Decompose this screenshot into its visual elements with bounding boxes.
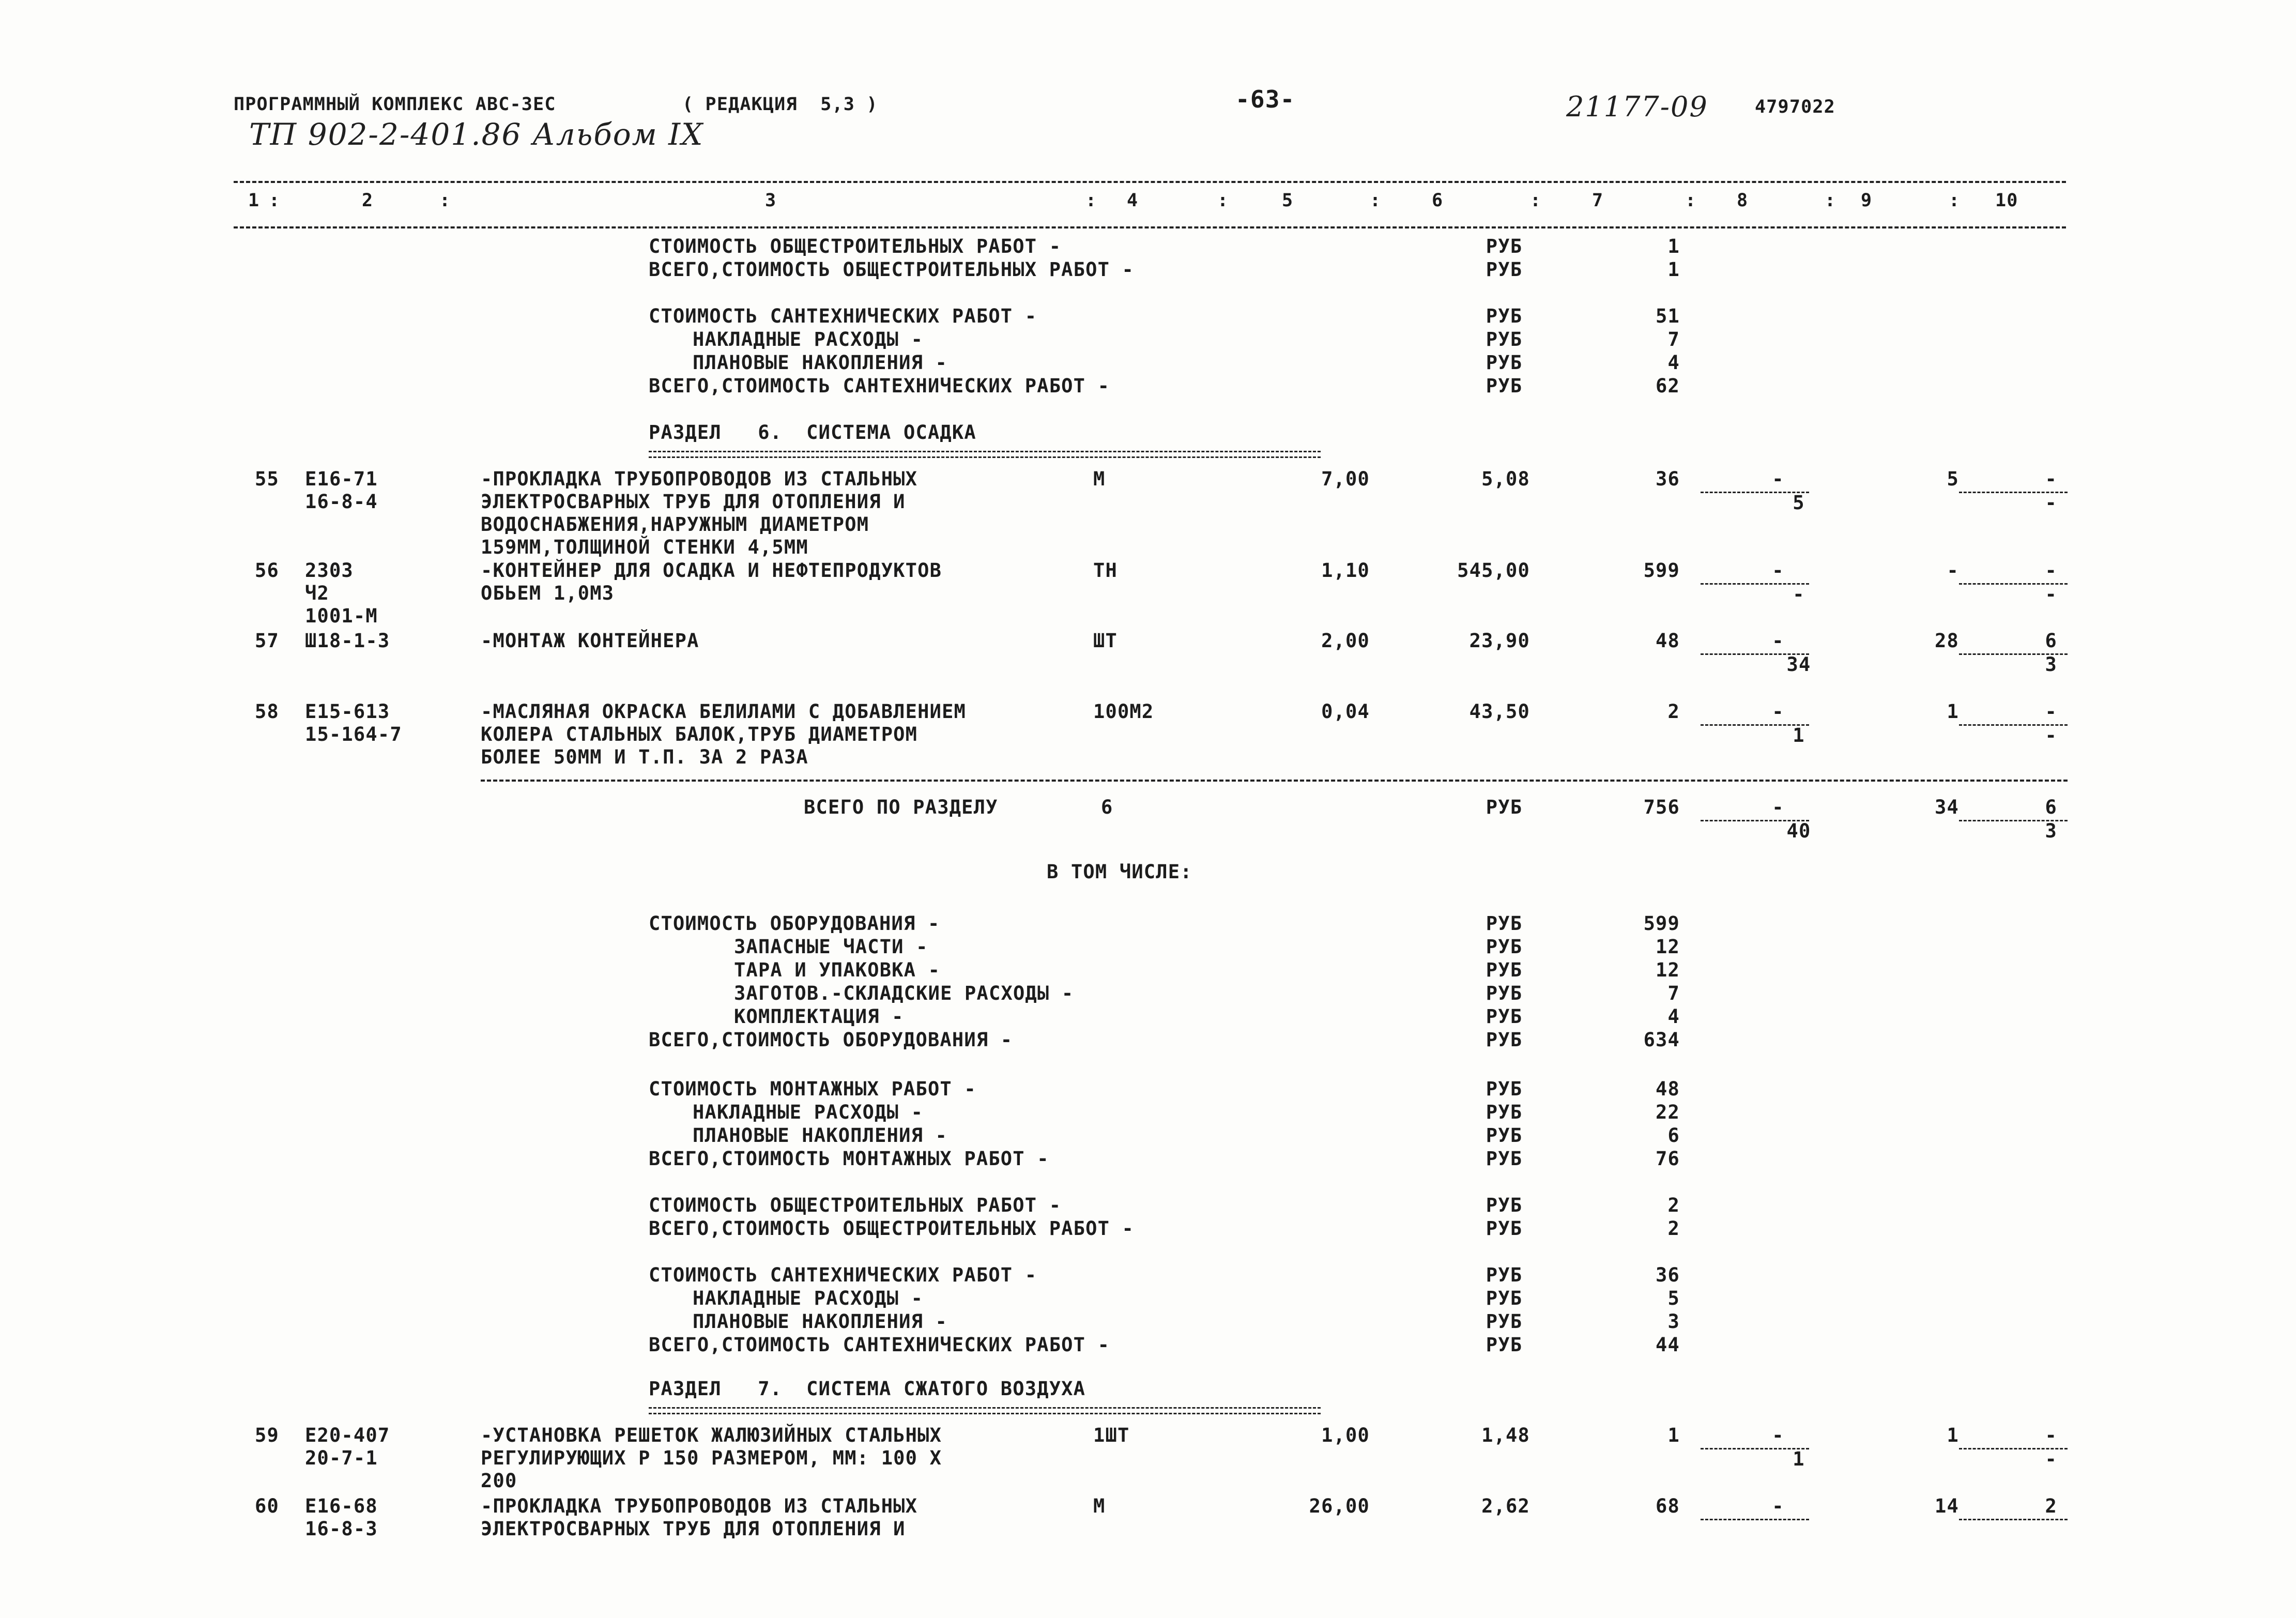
- item-description: БОЛЕЕ 50ММ И Т.П. ЗА 2 РАЗА: [481, 746, 808, 768]
- item-price: 5,08: [1481, 468, 1530, 490]
- col8-bottom: 1: [1793, 724, 1805, 746]
- summary-value: 7: [1667, 982, 1680, 1004]
- col9-value: 1: [1947, 700, 1959, 723]
- item-quantity: 0,04: [1321, 700, 1370, 723]
- section-7-title: РАЗДЕЛ 7. СИСТЕМА СЖАТОГО ВОЗДУХА: [649, 1378, 1086, 1400]
- section-total-value: 756: [1643, 796, 1680, 818]
- section-total-col10-bottom: 3: [2045, 820, 2057, 842]
- col9-value: 28: [1935, 630, 1959, 652]
- item-number: 55: [255, 468, 279, 490]
- summary-label: ВСЕГО,СТОИМОСТЬ САНТЕХНИЧЕСКИХ РАБОТ -: [649, 1334, 1110, 1356]
- col10-top: -: [2045, 700, 2057, 723]
- summary-value: 1: [1667, 258, 1680, 281]
- page-number: -63-: [1235, 85, 1295, 113]
- col10-bottom: 3: [2045, 653, 2057, 676]
- item-code: 15-164-7: [305, 723, 402, 745]
- item-total: 36: [1656, 468, 1680, 490]
- col8-top: -: [1772, 1424, 1784, 1446]
- summary-value: 48: [1656, 1078, 1680, 1100]
- summary-label: СТОИМОСТЬ ОБЩЕСТРОИТЕЛЬНЫХ РАБОТ -: [649, 235, 1062, 257]
- section-total-col9: 34: [1935, 796, 1959, 818]
- document-code: 21177-09: [1566, 90, 1708, 123]
- item-code: Е15-613: [305, 700, 390, 723]
- summary-unit: РУБ: [1486, 1101, 1523, 1123]
- item-number: 59: [255, 1424, 279, 1446]
- item-description: -ПРОКЛАДКА ТРУБОПРОВОДОВ ИЗ СТАЛЬНЫХ: [481, 468, 918, 490]
- col9-value: 5: [1947, 468, 1959, 490]
- section-total-col8-bottom: 40: [1786, 820, 1811, 842]
- item-quantity: 1,10: [1321, 559, 1370, 582]
- item-description: ВОДОСНАБЖЕНИЯ,НАРУЖНЫМ ДИАМЕТРОМ: [481, 513, 869, 536]
- summary-label: КОМПЛЕКТАЦИЯ -: [734, 1005, 904, 1028]
- item-total: 68: [1656, 1495, 1680, 1517]
- summary-value: 3: [1667, 1310, 1680, 1333]
- summary-label: ЗАПАСНЫЕ ЧАСТИ -: [734, 936, 928, 958]
- summary-value: 1: [1667, 235, 1680, 257]
- col8-top: -: [1772, 630, 1784, 652]
- section-6-underline: [649, 451, 1321, 458]
- section-6-title: РАЗДЕЛ 6. СИСТЕМА ОСАДКА: [649, 421, 976, 444]
- header-rule-bottom: [234, 226, 2066, 228]
- column-separator: :: [1685, 190, 1697, 211]
- item-unit: М: [1093, 468, 1106, 490]
- summary-value: 6: [1667, 1124, 1680, 1147]
- summary-label: ПЛАНОВЫЕ НАКОПЛЕНИЯ -: [693, 1124, 947, 1147]
- summary-value: 4: [1667, 352, 1680, 374]
- header-rule-top: [234, 181, 2066, 183]
- item-unit: М: [1093, 1495, 1106, 1517]
- summary-unit: РУБ: [1486, 305, 1523, 327]
- column-separator: :: [1530, 190, 1542, 211]
- item-price: 2,62: [1481, 1495, 1530, 1517]
- col10-top: -: [2045, 1424, 2057, 1446]
- summary-unit: РУБ: [1486, 1194, 1523, 1216]
- item-number: 58: [255, 700, 279, 723]
- column-separator: :: [1825, 190, 1836, 211]
- col9-value: -: [1947, 559, 1959, 582]
- item-unit: 100М2: [1093, 700, 1154, 723]
- column-number: 1: [248, 190, 260, 211]
- summary-label: СТОИМОСТЬ ОБЩЕСТРОИТЕЛЬНЫХ РАБОТ -: [649, 1194, 1062, 1216]
- item-number: 56: [255, 559, 279, 582]
- summary-label: ВСЕГО,СТОИМОСТЬ ОБЩЕСТРОИТЕЛЬНЫХ РАБОТ -: [649, 258, 1135, 281]
- col10-top: 2: [2045, 1495, 2057, 1517]
- section-6-total-rule: [481, 780, 2068, 782]
- column-number: 10: [1995, 190, 2018, 211]
- summary-label: СТОИМОСТЬ МОНТАЖНЫХ РАБОТ -: [649, 1078, 976, 1100]
- col8-top: -: [1772, 700, 1784, 723]
- summary-unit: РУБ: [1486, 1124, 1523, 1147]
- item-description: РЕГУЛИРУЮЩИХ Р 150 РАЗМЕРОМ, ММ: 100 Х: [481, 1447, 942, 1469]
- col10-top: -: [2045, 468, 2057, 490]
- summary-label: НАКЛАДНЫЕ РАСХОДЫ -: [693, 1101, 924, 1123]
- col10-bottom: -: [2045, 1448, 2057, 1470]
- col10-top: 6: [2045, 630, 2057, 652]
- column-number: 2: [362, 190, 374, 211]
- column-separator: :: [439, 190, 451, 211]
- summary-unit: РУБ: [1486, 1217, 1523, 1240]
- summary-unit: РУБ: [1486, 1310, 1523, 1333]
- summary-unit: РУБ: [1486, 328, 1523, 350]
- including-heading: В ТОМ ЧИСЛЕ:: [1047, 861, 1192, 883]
- summary-value: 2: [1667, 1217, 1680, 1240]
- item-quantity: 7,00: [1321, 468, 1370, 490]
- section-total-col8: -: [1772, 796, 1784, 818]
- summary-unit: РУБ: [1486, 375, 1523, 397]
- summary-value: 4: [1667, 1005, 1680, 1028]
- item-description: -МОНТАЖ КОНТЕЙНЕРА: [481, 630, 699, 652]
- col8-bottom: 5: [1793, 492, 1805, 514]
- summary-value: 36: [1656, 1264, 1680, 1286]
- item-description: 200: [481, 1470, 517, 1492]
- item-number: 57: [255, 630, 279, 652]
- col9-value: 14: [1935, 1495, 1959, 1517]
- summary-value: 62: [1656, 375, 1680, 397]
- summary-label: ТАРА И УПАКОВКА -: [734, 959, 941, 981]
- column-separator: :: [1085, 190, 1097, 211]
- summary-unit: РУБ: [1486, 352, 1523, 374]
- summary-unit: РУБ: [1486, 912, 1523, 935]
- document-number: 4797022: [1755, 97, 1835, 117]
- summary-unit: РУБ: [1486, 1148, 1523, 1170]
- item-description: -МАСЛЯНАЯ ОКРАСКА БЕЛИЛАМИ С ДОБАВЛЕНИЕМ: [481, 700, 967, 723]
- item-unit: ШТ: [1093, 630, 1118, 652]
- column-separator: :: [269, 190, 281, 211]
- summary-label: ВСЕГО,СТОИМОСТЬ ОБОРУДОВАНИЯ -: [649, 1029, 1013, 1051]
- item-unit: 1ШТ: [1093, 1424, 1130, 1446]
- item-number: 60: [255, 1495, 279, 1517]
- summary-unit: РУБ: [1486, 1334, 1523, 1356]
- summary-label: ВСЕГО,СТОИМОСТЬ МОНТАЖНЫХ РАБОТ -: [649, 1148, 1049, 1170]
- summary-value: 7: [1667, 328, 1680, 350]
- item-description: -УСТАНОВКА РЕШЕТОК ЖАЛЮЗИЙНЫХ СТАЛЬНЫХ: [481, 1424, 942, 1446]
- col8-bottom: -: [1793, 583, 1805, 605]
- summary-value: 2: [1667, 1194, 1680, 1216]
- section-total-number: 6: [1101, 796, 1113, 818]
- item-code: 16-8-3: [305, 1518, 378, 1540]
- item-description: -КОНТЕЙНЕР ДЛЯ ОСАДКА И НЕФТЕПРОДУКТОВ: [481, 559, 942, 582]
- item-unit: ТН: [1093, 559, 1118, 582]
- col10-divider: [1959, 1519, 2068, 1520]
- summary-label: НАКЛАДНЫЕ РАСХОДЫ -: [693, 328, 924, 350]
- col10-bottom: -: [2045, 492, 2057, 514]
- item-quantity: 2,00: [1321, 630, 1370, 652]
- summary-value: 599: [1643, 912, 1680, 935]
- item-code: 2303: [305, 559, 354, 582]
- column-number: 8: [1737, 190, 1749, 211]
- item-description: ЭЛЕКТРОСВАРНЫХ ТРУБ ДЛЯ ОТОПЛЕНИЯ И: [481, 491, 906, 513]
- summary-unit: РУБ: [1486, 1287, 1523, 1309]
- item-code: Е20-407: [305, 1424, 390, 1446]
- column-number: 4: [1127, 190, 1139, 211]
- item-quantity: 26,00: [1309, 1495, 1370, 1517]
- item-code: Е16-68: [305, 1495, 378, 1517]
- col8-bottom: 34: [1786, 653, 1811, 676]
- item-price: 23,90: [1469, 630, 1530, 652]
- program-name: ПРОГРАММНЫЙ КОМПЛЕКС АВС-ЗЕС: [234, 94, 556, 115]
- summary-unit: РУБ: [1486, 936, 1523, 958]
- summary-unit: РУБ: [1486, 959, 1523, 981]
- summary-label: ВСЕГО,СТОИМОСТЬ САНТЕХНИЧЕСКИХ РАБОТ -: [649, 375, 1110, 397]
- item-description: 159ММ,ТОЛЩИНОЙ СТЕНКИ 4,5ММ: [481, 536, 808, 558]
- item-description: ОБЬЕМ 1,0М3: [481, 582, 615, 604]
- column-number: 5: [1282, 190, 1294, 211]
- item-code: Ш18-1-3: [305, 630, 390, 652]
- col10-top: -: [2045, 559, 2057, 582]
- item-code: 1001-М: [305, 605, 378, 627]
- summary-value: 22: [1656, 1101, 1680, 1123]
- col8-bottom: 1: [1793, 1448, 1805, 1470]
- summary-value: 5: [1667, 1287, 1680, 1309]
- item-description: КОЛЕРА СТАЛЬНЫХ БАЛОК,ТРУБ ДИАМЕТРОМ: [481, 723, 918, 745]
- summary-unit: РУБ: [1486, 258, 1523, 281]
- item-quantity: 1,00: [1321, 1424, 1370, 1446]
- column-number: 7: [1592, 190, 1604, 211]
- section-total-label: ВСЕГО ПО РАЗДЕЛУ: [804, 796, 998, 818]
- column-number: 3: [765, 190, 777, 211]
- item-price: 43,50: [1469, 700, 1530, 723]
- item-code: Е16-71: [305, 468, 378, 490]
- summary-value: 634: [1643, 1029, 1680, 1051]
- summary-label: ПЛАНОВЫЕ НАКОПЛЕНИЯ -: [693, 352, 947, 374]
- section-7-underline: [649, 1407, 1321, 1414]
- item-total: 48: [1656, 630, 1680, 652]
- summary-unit: РУБ: [1486, 982, 1523, 1004]
- section-total-unit: РУБ: [1486, 796, 1523, 818]
- col10-bottom: -: [2045, 724, 2057, 746]
- column-number: 9: [1861, 190, 1873, 211]
- summary-value: 76: [1656, 1148, 1680, 1170]
- column-separator: :: [1217, 190, 1229, 211]
- col8-divider: [1701, 1519, 1809, 1520]
- col9-value: 1: [1947, 1424, 1959, 1446]
- summary-unit: РУБ: [1486, 235, 1523, 257]
- project-reference: ТП 902-2-401.86 Альбом IX: [249, 117, 704, 152]
- summary-label: ЗАГОТОВ.-СКЛАДСКИЕ РАСХОДЫ -: [734, 982, 1074, 1004]
- item-description: ЭЛЕКТРОСВАРНЫХ ТРУБ ДЛЯ ОТОПЛЕНИЯ И: [481, 1518, 906, 1540]
- col10-bottom: -: [2045, 583, 2057, 605]
- summary-label: ПЛАНОВЫЕ НАКОПЛЕНИЯ -: [693, 1310, 947, 1333]
- summary-unit: РУБ: [1486, 1005, 1523, 1028]
- column-separator: :: [1370, 190, 1382, 211]
- column-separator: :: [1949, 190, 1961, 211]
- item-total: 599: [1643, 559, 1680, 582]
- item-total: 2: [1667, 700, 1680, 723]
- col8-top: -: [1772, 468, 1784, 490]
- summary-value: 51: [1656, 305, 1680, 327]
- item-total: 1: [1667, 1424, 1680, 1446]
- item-description: -ПРОКЛАДКА ТРУБОПРОВОДОВ ИЗ СТАЛЬНЫХ: [481, 1495, 918, 1517]
- summary-value: 12: [1656, 936, 1680, 958]
- summary-unit: РУБ: [1486, 1078, 1523, 1100]
- edition: ( РЕДАКЦИЯ 5,3 ): [682, 94, 878, 115]
- summary-label: НАКЛАДНЫЕ РАСХОДЫ -: [693, 1287, 924, 1309]
- col8-top: -: [1772, 1495, 1784, 1517]
- column-number: 6: [1432, 190, 1444, 211]
- item-code: 20-7-1: [305, 1447, 378, 1469]
- summary-label: ВСЕГО,СТОИМОСТЬ ОБЩЕСТРОИТЕЛЬНЫХ РАБОТ -: [649, 1217, 1135, 1240]
- item-code: Ч2: [305, 582, 329, 604]
- summary-label: СТОИМОСТЬ САНТЕХНИЧЕСКИХ РАБОТ -: [649, 305, 1037, 327]
- summary-label: СТОИМОСТЬ САНТЕХНИЧЕСКИХ РАБОТ -: [649, 1264, 1037, 1286]
- summary-value: 12: [1656, 959, 1680, 981]
- section-total-col10: 6: [2045, 796, 2057, 818]
- summary-value: 44: [1656, 1334, 1680, 1356]
- item-code: 16-8-4: [305, 491, 378, 513]
- summary-unit: РУБ: [1486, 1029, 1523, 1051]
- summary-label: СТОИМОСТЬ ОБОРУДОВАНИЯ -: [649, 912, 940, 935]
- item-price: 545,00: [1457, 559, 1530, 582]
- item-price: 1,48: [1481, 1424, 1530, 1446]
- col8-top: -: [1772, 559, 1784, 582]
- summary-unit: РУБ: [1486, 1264, 1523, 1286]
